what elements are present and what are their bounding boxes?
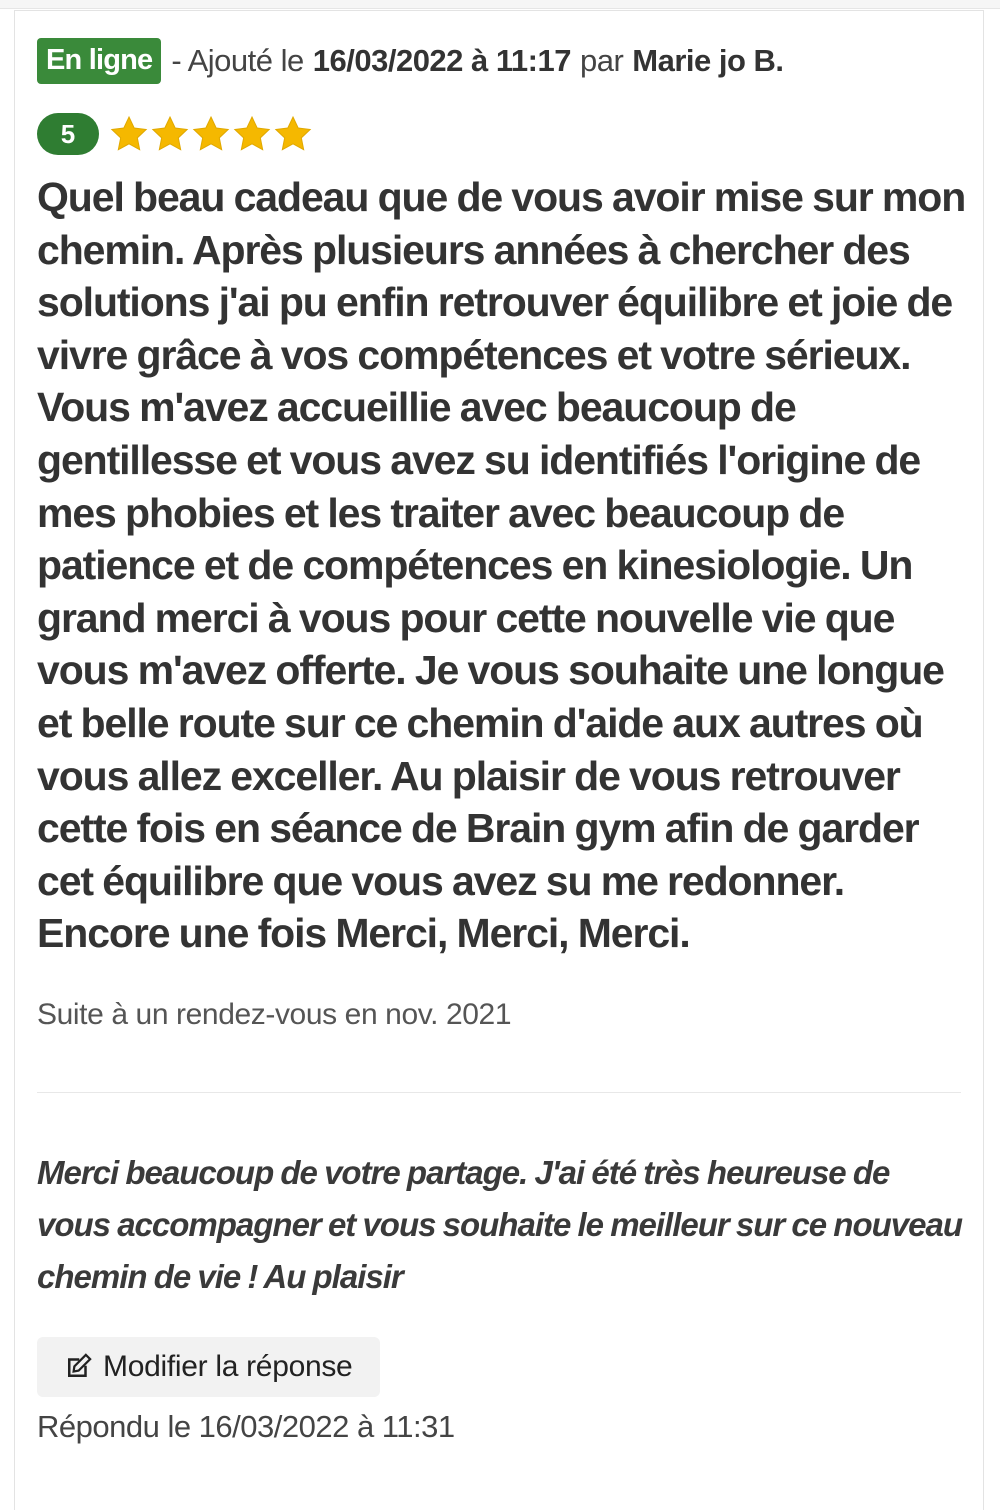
review-date: 16/03/2022 à 11:17: [312, 43, 571, 78]
appointment-note: Suite à un rendez-vous en nov. 2021: [37, 997, 512, 1031]
rating-row: [37, 111, 967, 157]
review-content: [37, 37, 967, 1445]
review-card: [14, 10, 984, 1510]
star-rating: [109, 114, 314, 154]
status-badge: En ligne: [37, 38, 161, 84]
divider: [37, 1092, 961, 1093]
edit-reply-label: Modifier la réponse: [103, 1349, 353, 1383]
rating-value: 5: [37, 113, 99, 155]
author-name: Marie jo B.: [632, 43, 784, 78]
answered-date: Répondu le 16/03/2022 à 11:31: [37, 1408, 455, 1444]
edit-reply-button[interactable]: [37, 1337, 380, 1397]
star-icon: [232, 114, 272, 154]
added-prefix: - Ajouté le: [171, 43, 304, 78]
reply-text: Merci beaucoup de votre partage. J'ai été très heureuse de vous accompagner et vous souhaite le meilleur sur ce nouveau chemin de vie ! Au plaisir: [37, 1153, 962, 1295]
star-icon: [191, 114, 231, 154]
top-border: [0, 0, 1000, 9]
star-icon: [273, 114, 313, 154]
star-icon: [109, 114, 149, 154]
review-meta: [37, 37, 967, 85]
by-label: par: [579, 43, 624, 78]
edit-icon: [63, 1352, 93, 1382]
review-text: Quel beau cadeau que de vous avoir mise sur mon chemin. Après plusieurs années à chercher des solutions j'ai pu enfin retrouver équilibre et joie de vivre grâce à vos compétences et votre sérieux. Vous m'avez accueillie avec beaucoup de gentillesse et vous avez su identifiés l'origine de mes phobies et les traiter avec beaucoup de patience et de compétences en kinesiologie. Un grand merci à vous pour cette nouvelle vie que vous m'avez offerte. Je vous souhaite une longue et belle route sur ce chemin d'aide aux autres où vous allez exceller. Au plaisir de vous retrouver cette fois en séance de Brain gym afin de garder cet équilibre que vous avez su me redonner. Encore une fois Merci, Merci, Merci.: [37, 174, 966, 957]
star-icon: [150, 114, 190, 154]
